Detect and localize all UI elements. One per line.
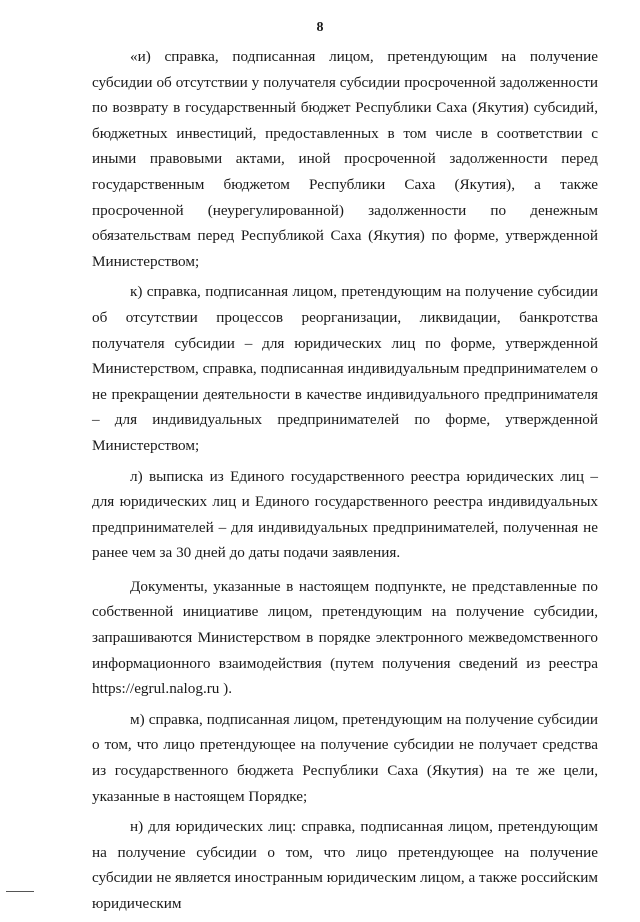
scan-edge-mark (6, 891, 34, 892)
paragraph-n-legal-entities: н) для юридических лиц: справка, подписанная лицом, претендующим на получение субсидии о том, что лицо претендующее на получение субсидии не является иностранным юридическим лицом, а также российским юридическим (92, 818, 598, 912)
paragraph-m-certificate-no-funds: м) справка, подписанная лицом, претендующим на получение субсидии о том, что лицо претендующее на получение субсидии не получает средства из государственного бюджета Республики Саха (Якутия) на те же цели, указанные в настоящем Порядке; (92, 710, 598, 805)
paragraph-i-certificate-no-debt: «и) справка, подписанная лицом, претендующим на получение субсидии об отсутствии у получателя субсидии просроченной задолженности по возврату в государственный бюджет Республики Саха (Якутия) субсидий, бюджетных инвестиций, предоставленных в том числе в соответствии с иными правовыми актами, иной просроченной задолженности перед государственным бюджетом Республики Саха (Якутия), а также просроченной (неурегулированной) задолженности по денежным обязательствам перед Республикой Саха (Якутия) по форме, утвержденной Министерством; (92, 48, 598, 270)
paragraph-l-registry-extract: л) выписка из Единого государственного реестра юридических лиц – для юридических лиц и Единого государственного реестра индивидуальных предпринимателей – для индивидуальных предпринимателей, полученная не ранее чем за 30 дней до даты подачи заявления. (92, 467, 598, 562)
paragraph-documents-requested: Документы, указанные в настоящем подпункте, не представленные по собственной инициативе лицом, претендующим на получение субсидии, запрашиваются Министерством в порядке электронного межведомственного информационного взаимодействия (путем получения сведений из реестра https://egrul.nalog.ru ). (92, 577, 598, 698)
page-number: 8 (316, 20, 324, 35)
document-body (92, 44, 598, 922)
paragraph-k-certificate-no-reorganization: к) справка, подписанная лицом, претендующим на получение субсидии об отсутствии процессов реорганизации, ликвидации, банкротства получателя субсидии – для юридических лиц по форме, утвержденной Министерством, справка, подписанная индивидуальным предпринимателем о не прекращении деятельности в качестве индивидуального предпринимателя – для индивидуальных предпринимателей по форме, утвержденной Министерством; (92, 283, 598, 454)
